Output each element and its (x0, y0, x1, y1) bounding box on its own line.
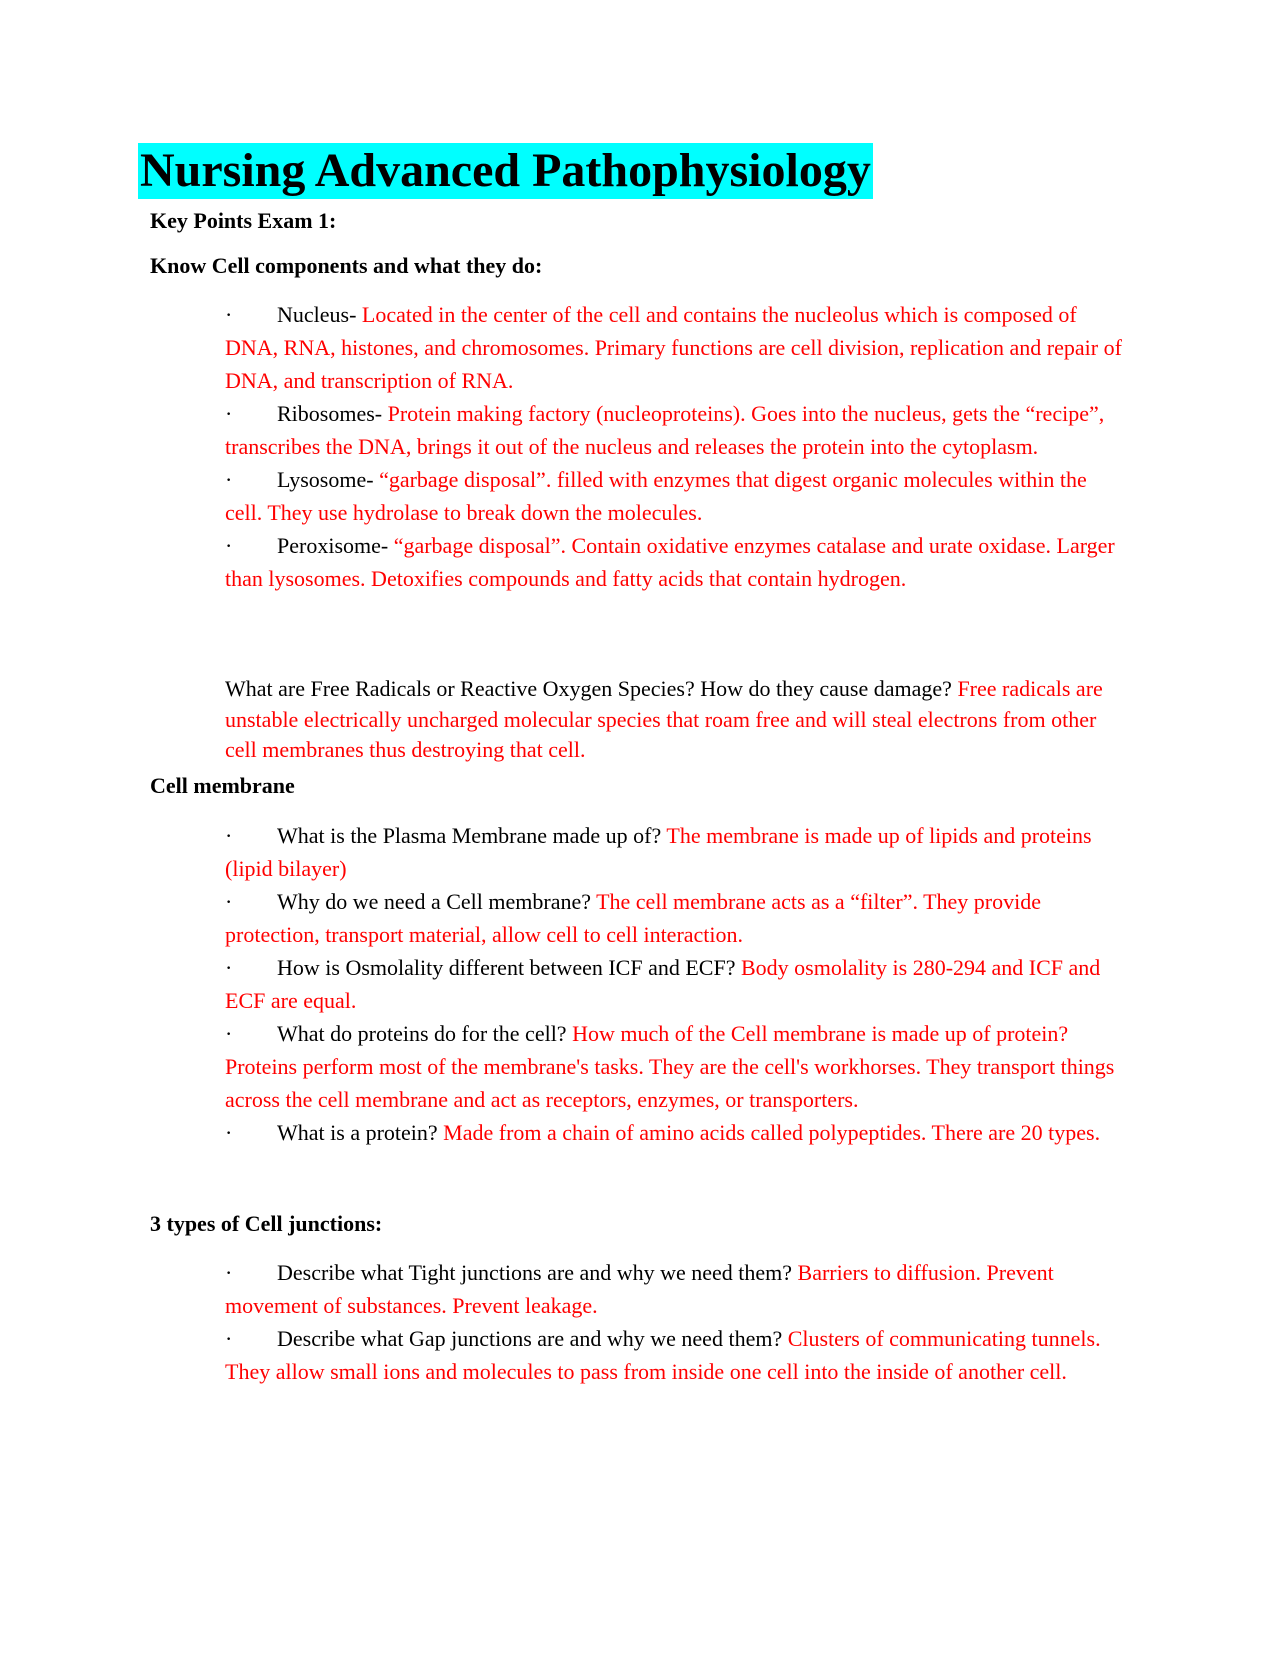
list-item (225, 819, 1125, 885)
item-answer: The cell membrane acts as a “filter”. They provide protection, transport material, allow cell to cell interaction. (225, 889, 1041, 947)
item-label: Ribosomes- (277, 401, 388, 426)
bullet: · (225, 823, 233, 848)
item-label: What is the Plasma Membrane made up of? (277, 823, 667, 848)
section-heading-cell-junctions: 3 types of Cell junctions: (150, 1211, 383, 1236)
item-answer: How much of the Cell membrane is made up of protein? Proteins perform most of the membrane's tasks. They are the cell's workhorses. They transport things across the cell membrane and act as receptors, enzymes, or transporters. (225, 1021, 1115, 1112)
bullet: · (225, 1021, 233, 1046)
bullet: · (225, 533, 233, 558)
cell-components-list (225, 298, 1125, 595)
paragraph-answer: Free radicals are unstable electrically uncharged molecular species that roam free and will steal electrons from other cell membranes thus destroying that cell. (225, 676, 1103, 762)
list-item (225, 397, 1125, 463)
list-item (225, 1116, 1125, 1149)
item-label: Peroxisome- (277, 533, 394, 558)
item-label: Why do we need a Cell membrane? (277, 889, 597, 914)
item-label: What do proteins do for the cell? (277, 1021, 573, 1046)
item-label: How is Osmolality different between ICF and ECF? (277, 955, 741, 980)
list-item (225, 1256, 1125, 1322)
item-label: Lysosome- (277, 467, 380, 492)
item-answer: Clusters of communicating tunnels. They allow small ions and molecules to pass from inside one cell into the inside of another cell. (225, 1326, 1101, 1384)
item-answer: “garbage disposal”. Contain oxidative enzymes catalase and urate oxidase. Larger than lysosomes. Detoxifies compounds and fatty acids that contain hydrogen. (225, 533, 1115, 591)
title-wrap (138, 143, 873, 199)
exam-subtitle: Key Points Exam 1: (150, 208, 337, 233)
cell-membrane-list (225, 819, 1125, 1149)
item-answer: Barriers to diffusion. Prevent movement of substances. Prevent leakage. (225, 1260, 1054, 1318)
item-answer: Located in the center of the cell and contains the nucleolus which is composed of DNA, RNA, histones, and chromosomes. Primary functions are cell division, replication and repair of DNA, and transcription of RNA. (225, 302, 1122, 393)
list-item (225, 885, 1125, 951)
free-radicals-paragraph (225, 674, 1125, 766)
list-item (225, 298, 1125, 397)
item-answer: The membrane is made up of lipids and proteins (lipid bilayer) (225, 823, 1092, 881)
item-answer: “garbage disposal”. filled with enzymes that digest organic molecules within the cell. They use hydrolase to break down the molecules. (225, 467, 1087, 525)
item-label: Describe what Tight junctions are and why we need them? (277, 1260, 798, 1285)
item-label: Describe what Gap junctions are and why we need them? (277, 1326, 788, 1351)
item-label: Nucleus- (277, 302, 362, 327)
list-item (225, 951, 1125, 1017)
list-item (225, 1322, 1125, 1388)
list-item (225, 463, 1125, 529)
bullet: · (225, 1260, 233, 1285)
item-answer: Body osmolality is 280-294 and ICF and ECF are equal. (225, 955, 1101, 1013)
bullet: · (225, 1326, 233, 1351)
bullet: · (225, 889, 233, 914)
section-heading-cell-components: Know Cell components and what they do: (150, 253, 543, 278)
page-title: Nursing Advanced Pathophysiology (140, 144, 871, 197)
cell-junctions-list (225, 1256, 1125, 1388)
list-item (225, 529, 1125, 595)
item-answer: Made from a chain of amino acids called polypeptides. There are 20 types. (443, 1120, 1101, 1145)
section-heading-cell-membrane: Cell membrane (150, 773, 295, 798)
item-answer: Protein making factory (nucleoproteins). Goes into the nucleus, gets the “recipe”, transcribes the DNA, brings it out of the nucleus and releases the protein into the cytoplasm. (225, 401, 1105, 459)
bullet: · (225, 1120, 233, 1145)
paragraph-question: What are Free Radicals or Reactive Oxygen Species? How do they cause damage? (225, 676, 958, 701)
bullet: · (225, 955, 233, 980)
bullet: · (225, 467, 233, 492)
item-label: What is a protein? (277, 1120, 444, 1145)
bullet: · (225, 401, 233, 426)
list-item (225, 1017, 1125, 1116)
bullet: · (225, 302, 233, 327)
